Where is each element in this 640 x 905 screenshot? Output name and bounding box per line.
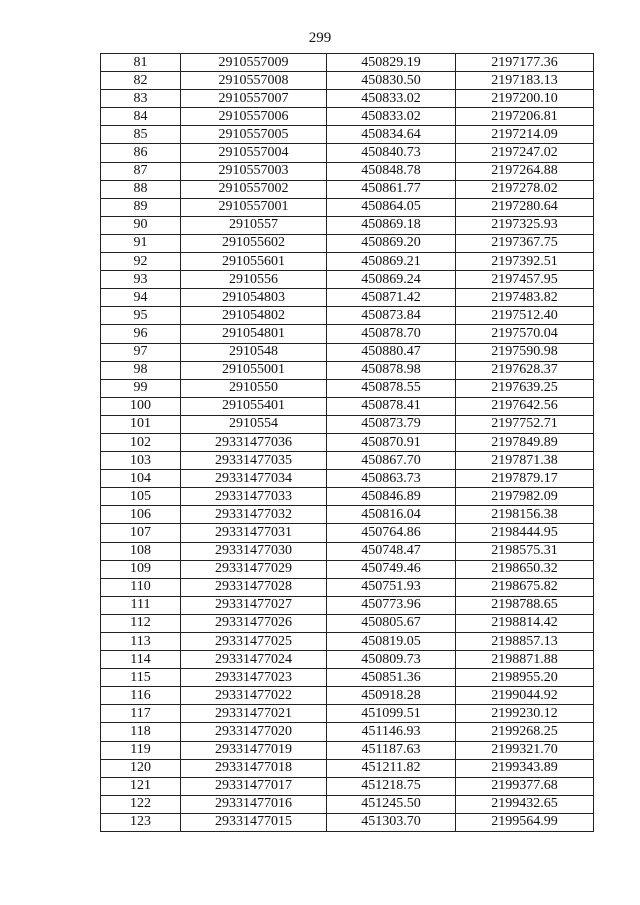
x-coordinate-cell: 451245.50 bbox=[327, 795, 456, 813]
table-row bbox=[101, 307, 594, 325]
point-id-cell: 29331477034 bbox=[181, 470, 327, 488]
row-number-cell: 117 bbox=[101, 705, 181, 723]
table-row bbox=[101, 560, 594, 578]
point-id-cell: 291055602 bbox=[181, 234, 327, 252]
y-coordinate-cell: 2198575.31 bbox=[456, 542, 594, 560]
x-coordinate-cell: 450918.28 bbox=[327, 687, 456, 705]
x-coordinate-cell: 450878.70 bbox=[327, 325, 456, 343]
row-number-cell: 96 bbox=[101, 325, 181, 343]
row-number-cell: 122 bbox=[101, 795, 181, 813]
point-id-cell: 291054803 bbox=[181, 289, 327, 307]
x-coordinate-cell: 450878.55 bbox=[327, 379, 456, 397]
y-coordinate-cell: 2198675.82 bbox=[456, 578, 594, 596]
x-coordinate-cell: 450819.05 bbox=[327, 633, 456, 651]
table-row bbox=[101, 687, 594, 705]
table-row bbox=[101, 633, 594, 651]
table-row bbox=[101, 90, 594, 108]
x-coordinate-cell: 450869.24 bbox=[327, 271, 456, 289]
x-coordinate-cell: 450867.70 bbox=[327, 452, 456, 470]
table-row bbox=[101, 108, 594, 126]
point-id-cell: 29331477029 bbox=[181, 560, 327, 578]
point-id-cell: 29331477019 bbox=[181, 741, 327, 759]
y-coordinate-cell: 2198788.65 bbox=[456, 596, 594, 614]
point-id-cell: 2910554 bbox=[181, 415, 327, 433]
table-row bbox=[101, 397, 594, 415]
point-id-cell: 291054801 bbox=[181, 325, 327, 343]
y-coordinate-cell: 2197512.40 bbox=[456, 307, 594, 325]
row-number-cell: 115 bbox=[101, 669, 181, 687]
y-coordinate-cell: 2197367.75 bbox=[456, 234, 594, 252]
table-row bbox=[101, 415, 594, 433]
point-id-cell: 29331477023 bbox=[181, 669, 327, 687]
point-id-cell: 29331477025 bbox=[181, 633, 327, 651]
y-coordinate-cell: 2197392.51 bbox=[456, 253, 594, 271]
x-coordinate-cell: 451187.63 bbox=[327, 741, 456, 759]
point-id-cell: 2910557007 bbox=[181, 90, 327, 108]
row-number-cell: 87 bbox=[101, 162, 181, 180]
point-id-cell: 291054802 bbox=[181, 307, 327, 325]
y-coordinate-cell: 2197325.93 bbox=[456, 216, 594, 234]
point-id-cell: 29331477017 bbox=[181, 777, 327, 795]
x-coordinate-cell: 450878.41 bbox=[327, 397, 456, 415]
y-coordinate-cell: 2198444.95 bbox=[456, 524, 594, 542]
y-coordinate-cell: 2197590.98 bbox=[456, 343, 594, 361]
row-number-cell: 104 bbox=[101, 470, 181, 488]
x-coordinate-cell: 450840.73 bbox=[327, 144, 456, 162]
point-id-cell: 2910557 bbox=[181, 216, 327, 234]
x-coordinate-cell: 450749.46 bbox=[327, 560, 456, 578]
table-row bbox=[101, 488, 594, 506]
x-coordinate-cell: 450834.64 bbox=[327, 126, 456, 144]
point-id-cell: 2910557006 bbox=[181, 108, 327, 126]
point-id-cell: 29331477016 bbox=[181, 795, 327, 813]
y-coordinate-cell: 2199343.89 bbox=[456, 759, 594, 777]
point-id-cell: 29331477035 bbox=[181, 452, 327, 470]
x-coordinate-cell: 450873.84 bbox=[327, 307, 456, 325]
point-id-cell: 29331477020 bbox=[181, 723, 327, 741]
y-coordinate-cell: 2197278.02 bbox=[456, 180, 594, 198]
table-row bbox=[101, 669, 594, 687]
x-coordinate-cell: 450809.73 bbox=[327, 651, 456, 669]
y-coordinate-cell: 2197982.09 bbox=[456, 488, 594, 506]
point-id-cell: 2910557002 bbox=[181, 180, 327, 198]
row-number-cell: 108 bbox=[101, 542, 181, 560]
point-id-cell: 291055601 bbox=[181, 253, 327, 271]
page-number: 299 bbox=[308, 30, 332, 46]
y-coordinate-cell: 2197280.64 bbox=[456, 198, 594, 216]
x-coordinate-cell: 450870.91 bbox=[327, 433, 456, 451]
point-id-cell: 2910557008 bbox=[181, 72, 327, 90]
y-coordinate-cell: 2199230.12 bbox=[456, 705, 594, 723]
table-row bbox=[101, 578, 594, 596]
x-coordinate-cell: 450869.18 bbox=[327, 216, 456, 234]
table-row bbox=[101, 325, 594, 343]
table-row bbox=[101, 524, 594, 542]
table-row bbox=[101, 614, 594, 632]
table-row bbox=[101, 596, 594, 614]
point-id-cell: 29331477021 bbox=[181, 705, 327, 723]
coordinates-table-body bbox=[101, 54, 594, 832]
table-row bbox=[101, 198, 594, 216]
row-number-cell: 114 bbox=[101, 651, 181, 669]
y-coordinate-cell: 2197642.56 bbox=[456, 397, 594, 415]
y-coordinate-cell: 2198857.13 bbox=[456, 633, 594, 651]
row-number-cell: 120 bbox=[101, 759, 181, 777]
x-coordinate-cell: 450833.02 bbox=[327, 108, 456, 126]
point-id-cell: 29331477036 bbox=[181, 433, 327, 451]
y-coordinate-cell: 2198156.38 bbox=[456, 506, 594, 524]
row-number-cell: 84 bbox=[101, 108, 181, 126]
point-id-cell: 2910557004 bbox=[181, 144, 327, 162]
y-coordinate-cell: 2197200.10 bbox=[456, 90, 594, 108]
point-id-cell: 29331477015 bbox=[181, 813, 327, 831]
point-id-cell: 29331477032 bbox=[181, 506, 327, 524]
x-coordinate-cell: 450851.36 bbox=[327, 669, 456, 687]
x-coordinate-cell: 450880.47 bbox=[327, 343, 456, 361]
x-coordinate-cell: 451211.82 bbox=[327, 759, 456, 777]
row-number-cell: 98 bbox=[101, 361, 181, 379]
row-number-cell: 93 bbox=[101, 271, 181, 289]
y-coordinate-cell: 2198871.88 bbox=[456, 651, 594, 669]
y-coordinate-cell: 2198955.20 bbox=[456, 669, 594, 687]
x-coordinate-cell: 450833.02 bbox=[327, 90, 456, 108]
x-coordinate-cell: 450764.86 bbox=[327, 524, 456, 542]
row-number-cell: 121 bbox=[101, 777, 181, 795]
point-id-cell: 29331477031 bbox=[181, 524, 327, 542]
row-number-cell: 89 bbox=[101, 198, 181, 216]
y-coordinate-cell: 2198814.42 bbox=[456, 614, 594, 632]
table-row bbox=[101, 813, 594, 831]
table-row bbox=[101, 180, 594, 198]
y-coordinate-cell: 2197183.13 bbox=[456, 72, 594, 90]
row-number-cell: 109 bbox=[101, 560, 181, 578]
x-coordinate-cell: 450751.93 bbox=[327, 578, 456, 596]
y-coordinate-cell: 2199377.68 bbox=[456, 777, 594, 795]
row-number-cell: 83 bbox=[101, 90, 181, 108]
x-coordinate-cell: 451146.93 bbox=[327, 723, 456, 741]
row-number-cell: 111 bbox=[101, 596, 181, 614]
x-coordinate-cell: 450830.50 bbox=[327, 72, 456, 90]
row-number-cell: 106 bbox=[101, 506, 181, 524]
row-number-cell: 105 bbox=[101, 488, 181, 506]
point-id-cell: 2910548 bbox=[181, 343, 327, 361]
row-number-cell: 110 bbox=[101, 578, 181, 596]
table-row bbox=[101, 54, 594, 72]
point-id-cell: 29331477026 bbox=[181, 614, 327, 632]
x-coordinate-cell: 450816.04 bbox=[327, 506, 456, 524]
point-id-cell: 29331477024 bbox=[181, 651, 327, 669]
y-coordinate-cell: 2197457.95 bbox=[456, 271, 594, 289]
table-row bbox=[101, 777, 594, 795]
table-row bbox=[101, 253, 594, 271]
row-number-cell: 85 bbox=[101, 126, 181, 144]
point-id-cell: 2910557009 bbox=[181, 54, 327, 72]
table-row bbox=[101, 162, 594, 180]
row-number-cell: 112 bbox=[101, 614, 181, 632]
point-id-cell: 291055401 bbox=[181, 397, 327, 415]
x-coordinate-cell: 450829.19 bbox=[327, 54, 456, 72]
table-row bbox=[101, 216, 594, 234]
x-coordinate-cell: 450846.89 bbox=[327, 488, 456, 506]
point-id-cell: 2910550 bbox=[181, 379, 327, 397]
y-coordinate-cell: 2197639.25 bbox=[456, 379, 594, 397]
row-number-cell: 107 bbox=[101, 524, 181, 542]
table-row bbox=[101, 433, 594, 451]
y-coordinate-cell: 2199564.99 bbox=[456, 813, 594, 831]
y-coordinate-cell: 2197264.88 bbox=[456, 162, 594, 180]
y-coordinate-cell: 2197214.09 bbox=[456, 126, 594, 144]
row-number-cell: 86 bbox=[101, 144, 181, 162]
x-coordinate-cell: 450748.47 bbox=[327, 542, 456, 560]
x-coordinate-cell: 450863.73 bbox=[327, 470, 456, 488]
x-coordinate-cell: 450773.96 bbox=[327, 596, 456, 614]
y-coordinate-cell: 2197752.71 bbox=[456, 415, 594, 433]
table-row bbox=[101, 542, 594, 560]
row-number-cell: 102 bbox=[101, 433, 181, 451]
x-coordinate-cell: 451218.75 bbox=[327, 777, 456, 795]
table-row bbox=[101, 741, 594, 759]
row-number-cell: 119 bbox=[101, 741, 181, 759]
coordinates-table bbox=[100, 53, 594, 832]
y-coordinate-cell: 2197247.02 bbox=[456, 144, 594, 162]
point-id-cell: 2910557001 bbox=[181, 198, 327, 216]
row-number-cell: 81 bbox=[101, 54, 181, 72]
point-id-cell: 29331477030 bbox=[181, 542, 327, 560]
table-row bbox=[101, 795, 594, 813]
x-coordinate-cell: 450864.05 bbox=[327, 198, 456, 216]
y-coordinate-cell: 2197628.37 bbox=[456, 361, 594, 379]
y-coordinate-cell: 2199044.92 bbox=[456, 687, 594, 705]
table-row bbox=[101, 506, 594, 524]
table-row bbox=[101, 361, 594, 379]
point-id-cell: 29331477028 bbox=[181, 578, 327, 596]
point-id-cell: 29331477022 bbox=[181, 687, 327, 705]
y-coordinate-cell: 2197206.81 bbox=[456, 108, 594, 126]
point-id-cell: 29331477018 bbox=[181, 759, 327, 777]
y-coordinate-cell: 2199268.25 bbox=[456, 723, 594, 741]
point-id-cell: 2910556 bbox=[181, 271, 327, 289]
y-coordinate-cell: 2197871.38 bbox=[456, 452, 594, 470]
point-id-cell: 29331477027 bbox=[181, 596, 327, 614]
row-number-cell: 94 bbox=[101, 289, 181, 307]
table-row bbox=[101, 470, 594, 488]
row-number-cell: 101 bbox=[101, 415, 181, 433]
point-id-cell: 2910557003 bbox=[181, 162, 327, 180]
row-number-cell: 99 bbox=[101, 379, 181, 397]
x-coordinate-cell: 451303.70 bbox=[327, 813, 456, 831]
x-coordinate-cell: 450805.67 bbox=[327, 614, 456, 632]
table-row bbox=[101, 651, 594, 669]
x-coordinate-cell: 450869.21 bbox=[327, 253, 456, 271]
table-row bbox=[101, 234, 594, 252]
x-coordinate-cell: 450861.77 bbox=[327, 180, 456, 198]
table-row bbox=[101, 723, 594, 741]
x-coordinate-cell: 450848.78 bbox=[327, 162, 456, 180]
y-coordinate-cell: 2199321.70 bbox=[456, 741, 594, 759]
row-number-cell: 123 bbox=[101, 813, 181, 831]
table-row bbox=[101, 289, 594, 307]
x-coordinate-cell: 450878.98 bbox=[327, 361, 456, 379]
table-row bbox=[101, 72, 594, 90]
table-row bbox=[101, 126, 594, 144]
row-number-cell: 88 bbox=[101, 180, 181, 198]
x-coordinate-cell: 450869.20 bbox=[327, 234, 456, 252]
row-number-cell: 113 bbox=[101, 633, 181, 651]
point-id-cell: 2910557005 bbox=[181, 126, 327, 144]
row-number-cell: 118 bbox=[101, 723, 181, 741]
y-coordinate-cell: 2197849.89 bbox=[456, 433, 594, 451]
x-coordinate-cell: 450871.42 bbox=[327, 289, 456, 307]
x-coordinate-cell: 451099.51 bbox=[327, 705, 456, 723]
y-coordinate-cell: 2198650.32 bbox=[456, 560, 594, 578]
point-id-cell: 291055001 bbox=[181, 361, 327, 379]
row-number-cell: 95 bbox=[101, 307, 181, 325]
table-row bbox=[101, 144, 594, 162]
row-number-cell: 91 bbox=[101, 234, 181, 252]
row-number-cell: 103 bbox=[101, 452, 181, 470]
row-number-cell: 82 bbox=[101, 72, 181, 90]
table-row bbox=[101, 452, 594, 470]
row-number-cell: 116 bbox=[101, 687, 181, 705]
row-number-cell: 100 bbox=[101, 397, 181, 415]
y-coordinate-cell: 2197483.82 bbox=[456, 289, 594, 307]
table-row bbox=[101, 705, 594, 723]
x-coordinate-cell: 450873.79 bbox=[327, 415, 456, 433]
row-number-cell: 97 bbox=[101, 343, 181, 361]
table-row bbox=[101, 271, 594, 289]
row-number-cell: 90 bbox=[101, 216, 181, 234]
table-row bbox=[101, 759, 594, 777]
y-coordinate-cell: 2197570.04 bbox=[456, 325, 594, 343]
table-row bbox=[101, 343, 594, 361]
point-id-cell: 29331477033 bbox=[181, 488, 327, 506]
y-coordinate-cell: 2197879.17 bbox=[456, 470, 594, 488]
y-coordinate-cell: 2199432.65 bbox=[456, 795, 594, 813]
row-number-cell: 92 bbox=[101, 253, 181, 271]
table-row bbox=[101, 379, 594, 397]
y-coordinate-cell: 2197177.36 bbox=[456, 54, 594, 72]
